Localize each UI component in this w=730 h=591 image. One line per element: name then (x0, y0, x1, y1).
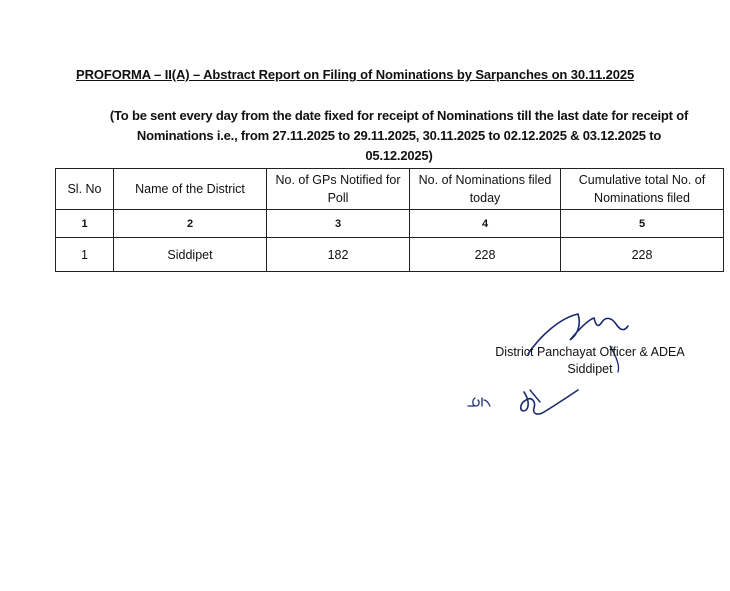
cell-cumulative-total: 228 (561, 238, 724, 272)
signatory-place: Siddipet (567, 362, 613, 376)
cell-nominations-today: 228 (410, 238, 561, 272)
header-gps-notified: No. of GPs Notified for Poll (267, 169, 410, 210)
report-subtitle (74, 106, 724, 166)
subtitle-line-2: Nominations i.e., from 27.11.2025 to 29.11.2025, 30.11.2025 to 02.12.2025 & 03.12.2025 to (136, 128, 662, 143)
initial-signature (514, 384, 584, 420)
column-number: 4 (410, 210, 561, 238)
table-header-row (56, 169, 724, 210)
cell-district-name: Siddipet (114, 238, 267, 272)
cell-sl-no: 1 (56, 238, 114, 272)
column-number: 1 (56, 210, 114, 238)
column-number: 5 (561, 210, 724, 238)
initials-mark (466, 392, 496, 412)
column-number-row (56, 210, 724, 238)
header-cumulative-total: Cumulative total No. of Nominations filed (561, 169, 724, 210)
cell-gps-notified: 182 (267, 238, 410, 272)
subtitle-line-1: (To be sent every day from the date fixed for receipt of Nominations till the last date for receipt of (109, 108, 689, 123)
report-title: PROFORMA – II(A) – Abstract Report on Filing of Nominations by Sarpanches on 30.11.2025 (76, 67, 635, 82)
column-number: 3 (267, 210, 410, 238)
table-row (56, 238, 724, 272)
header-district-name: Name of the District (114, 169, 267, 210)
header-nominations-today: No. of Nominations filed today (410, 169, 561, 210)
subtitle-line-3: 05.12.2025) (365, 148, 433, 163)
signatory-designation: District Panchayat Officer & ADEA (495, 345, 685, 359)
nominations-table (55, 168, 724, 272)
header-sl-no: Sl. No (56, 169, 114, 210)
signature-block (480, 344, 700, 378)
column-number: 2 (114, 210, 267, 238)
